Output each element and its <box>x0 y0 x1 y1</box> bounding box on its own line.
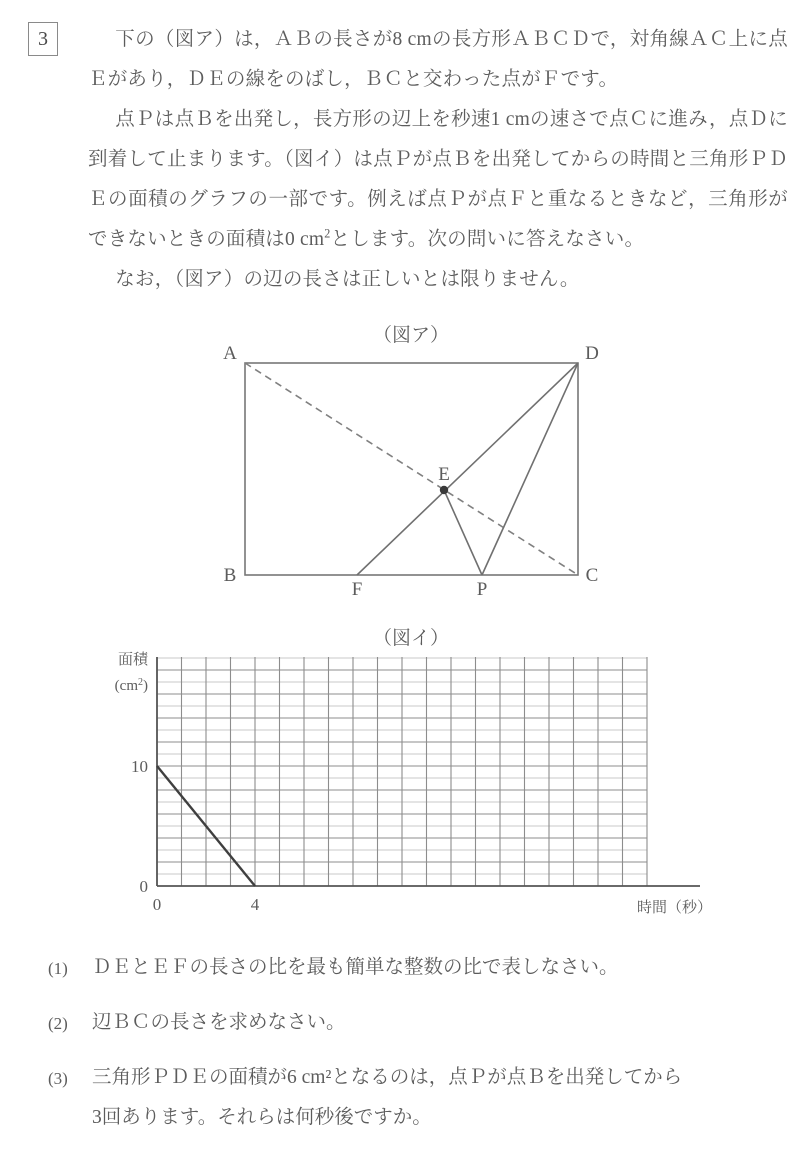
grid-vertical <box>157 657 647 886</box>
problem-paragraph-3: なお，（図ア）の辺の長さは正しいとは限りません。 <box>115 269 580 290</box>
vertex-label-a: A <box>223 345 237 364</box>
x-tick-4: 4 <box>250 895 260 914</box>
x-tick-0: 0 <box>152 895 162 914</box>
vertex-label-p: P <box>476 579 488 595</box>
y-axis-unit: $(cm^2)$ <box>114 677 148 694</box>
question-item-1 <box>48 948 788 989</box>
vertex-label-f: F <box>351 579 363 595</box>
figure-b-caption: （図イ） <box>373 628 450 649</box>
question-text-1 <box>92 948 788 988</box>
vertex-label-c: C <box>585 565 599 586</box>
questions-list <box>48 948 788 1152</box>
vertex-label-e: E <box>438 464 450 485</box>
figure-b-graph <box>100 648 720 923</box>
question-marker-3: (3) <box>48 1069 68 1088</box>
question-item-2 <box>48 1003 788 1044</box>
figure-a-diagram <box>210 345 610 595</box>
question-line: 辺ＢＣの長さを求めなさい。 <box>92 1012 346 1033</box>
problem-number-box: 3 <box>28 22 58 56</box>
question-line: ＤＥとＥＦの長さの比を最も簡単な整数の比で表しなさい。 <box>92 957 619 978</box>
problem-statement <box>88 20 788 300</box>
question-item-3 <box>48 1058 788 1138</box>
question-marker-2: (2) <box>48 1014 68 1033</box>
question-marker-1: (1) <box>48 959 68 978</box>
problem-paragraph-1: 下の（図ア）は，ＡＢの長さが8 cmの長方形ＡＢＣＤで，対角線ＡＣ上に点Ｅがあり，ＤＥの線をのばし，ＢＣと交わった点がＦです。 <box>88 29 788 90</box>
line-dp <box>482 363 578 575</box>
figure-a-caption: （図ア） <box>373 325 450 346</box>
problem-paragraph-2: 点Ｐは点Ｂを出発し，長方形の辺上を秒速1 cmの速さで点Ｃに進み，点Ｄに到着して止まります。（図イ）は点Ｐが点Ｂを出発してからの時間と三角形ＰＤＥの面積のグラフの一部です。例えば点Ｐが点Ｆと重なるときなど，三角形ができないときの面積は0 $cm^2$とします。次の問いに答えなさい。 <box>88 109 788 250</box>
line-ep <box>444 490 482 575</box>
y-axis-label: 面積 <box>117 652 148 668</box>
question-text-2 <box>92 1003 788 1043</box>
vertex-label-b: B <box>223 565 237 586</box>
point-e-marker <box>440 486 448 494</box>
y-tick-10: 10 <box>131 757 148 776</box>
question-line: 三角形ＰＤＥの面積が6 cm²となるのは，点Ｐが点Ｂを出発してから <box>92 1067 683 1088</box>
vertex-label-d: D <box>585 345 599 364</box>
question-line: 3回あります。それらは何秒後ですか。 <box>92 1107 432 1128</box>
y-tick-0: 0 <box>139 877 148 896</box>
question-text-3 <box>92 1058 788 1138</box>
diagonal-ac-dashed <box>245 363 578 575</box>
x-axis-label: 時間（秒） <box>636 900 712 916</box>
